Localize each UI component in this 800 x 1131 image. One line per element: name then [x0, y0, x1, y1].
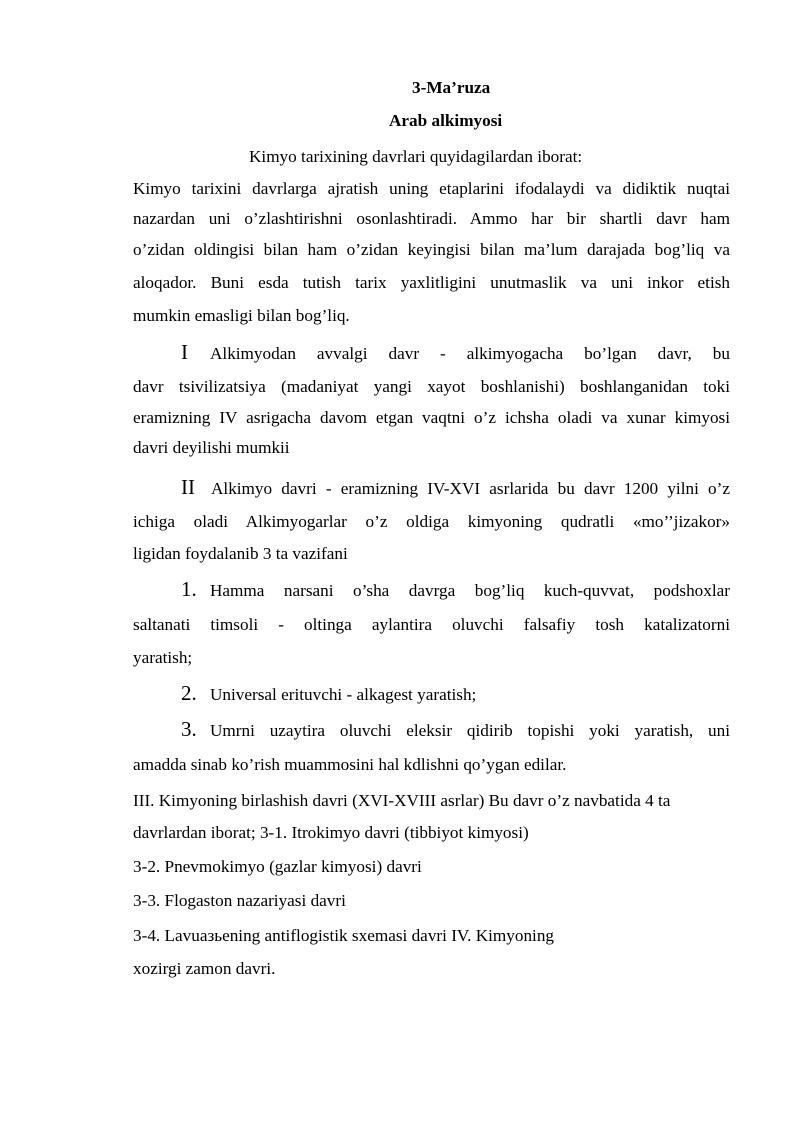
para1-line-5: mumkin emasligi bilan bog’liq. [133, 306, 350, 325]
task3-line-2: amadda sinab ko’rish muammosini hal kdlishni qo’ygan edilar. [133, 755, 567, 774]
intro-line: Kimyo tarixining davrlari quyidagilardan iborat: [249, 147, 583, 166]
period2-line-1: Alkimyo davri - eramizning IV-XVI asrlarida bu davr 1200 yilni o’z [211, 479, 730, 498]
para1-line-3: o’zidan oldingisi bilan ham o’zidan keyingisi bilan ma’lum darajada bog’liq va [133, 240, 730, 259]
task1-line-2: saltanati timsoli - oltinga aylantira oluvchi falsafiy tosh katalizatorni [133, 615, 730, 634]
period3-line-4: 3-3. Flogaston nazariyasi davri [133, 891, 346, 910]
document-subtitle: Arab alkimyosi [389, 111, 503, 130]
task3-line-1: Umrni uzaytira oluvchi eleksir qidirib topishi yoki yaratish, uni [210, 721, 730, 740]
para1-line-2: nazardan uni o’zlashtirishni osonlashtiradi. Ammo har bir shartli davr ham [133, 209, 730, 228]
task2-line-1: Universal erituvchi - alkagest yaratish; [210, 685, 477, 704]
period1-line-2: davr tsivilizatsiya (madaniyat yangi xayot boshlanishi) boshlanganidan toki [133, 377, 730, 396]
period1-line-3: eramizning IV asrigacha davom etgan vaqtni o’z ichsha oladi va xunar kimyosi [133, 408, 730, 427]
task1-line-3: yaratish; [133, 648, 193, 667]
period3-line-5: 3-4. Lavuaзьening antiflogistik sxemasi davri IV. Kimyoning [133, 926, 555, 945]
period3-line-2: davrlardan iborat; 3-1. Itrokimyo davri (tibbiyot kimyosi) [133, 823, 529, 842]
task3-number: 3. [181, 717, 197, 741]
period2-line-3: ligidan foydalanib 3 ta vazifani [133, 544, 348, 563]
period3-line-6: xozirgi zamon davri. [133, 959, 276, 978]
task1-line-1: Hamma narsani o’sha davrga bog’liq kuch-quvvat, podshoxlar [210, 581, 730, 600]
period2-numeral: II [181, 475, 195, 499]
period2-line-2: ichiga oladi Alkimyogarlar o’z oldiga kimyoning qudratli «mo’’jizakor» [133, 512, 730, 531]
task2-number: 2. [181, 681, 197, 705]
period3-line-1: III. Kimyoning birlashish davri (XVI-XVIII asrlar) Bu davr o’z navbatida 4 ta [133, 791, 671, 810]
period1-numeral: I [181, 340, 188, 364]
document-title: 3-Ma’ruza [412, 78, 491, 97]
para1-line-4: aloqador. Buni esda tutish tarix yaxlitligini unutmaslik va uni inkor etish [133, 273, 730, 292]
para1-line-1: Kimyo tarixini davrlarga ajratish uning etaplarini ifodalaydi va didiktik nuqtai [133, 179, 730, 198]
period1-line-1: Alkimyodan avvalgi davr - alkimyogacha bo’lgan davr, bu [210, 344, 730, 363]
task1-number: 1. [181, 577, 197, 601]
period3-line-3: 3-2. Pnevmokimyo (gazlar kimyosi) davri [133, 857, 422, 876]
period1-line-4: davri deyilishi mumkii [133, 438, 290, 457]
